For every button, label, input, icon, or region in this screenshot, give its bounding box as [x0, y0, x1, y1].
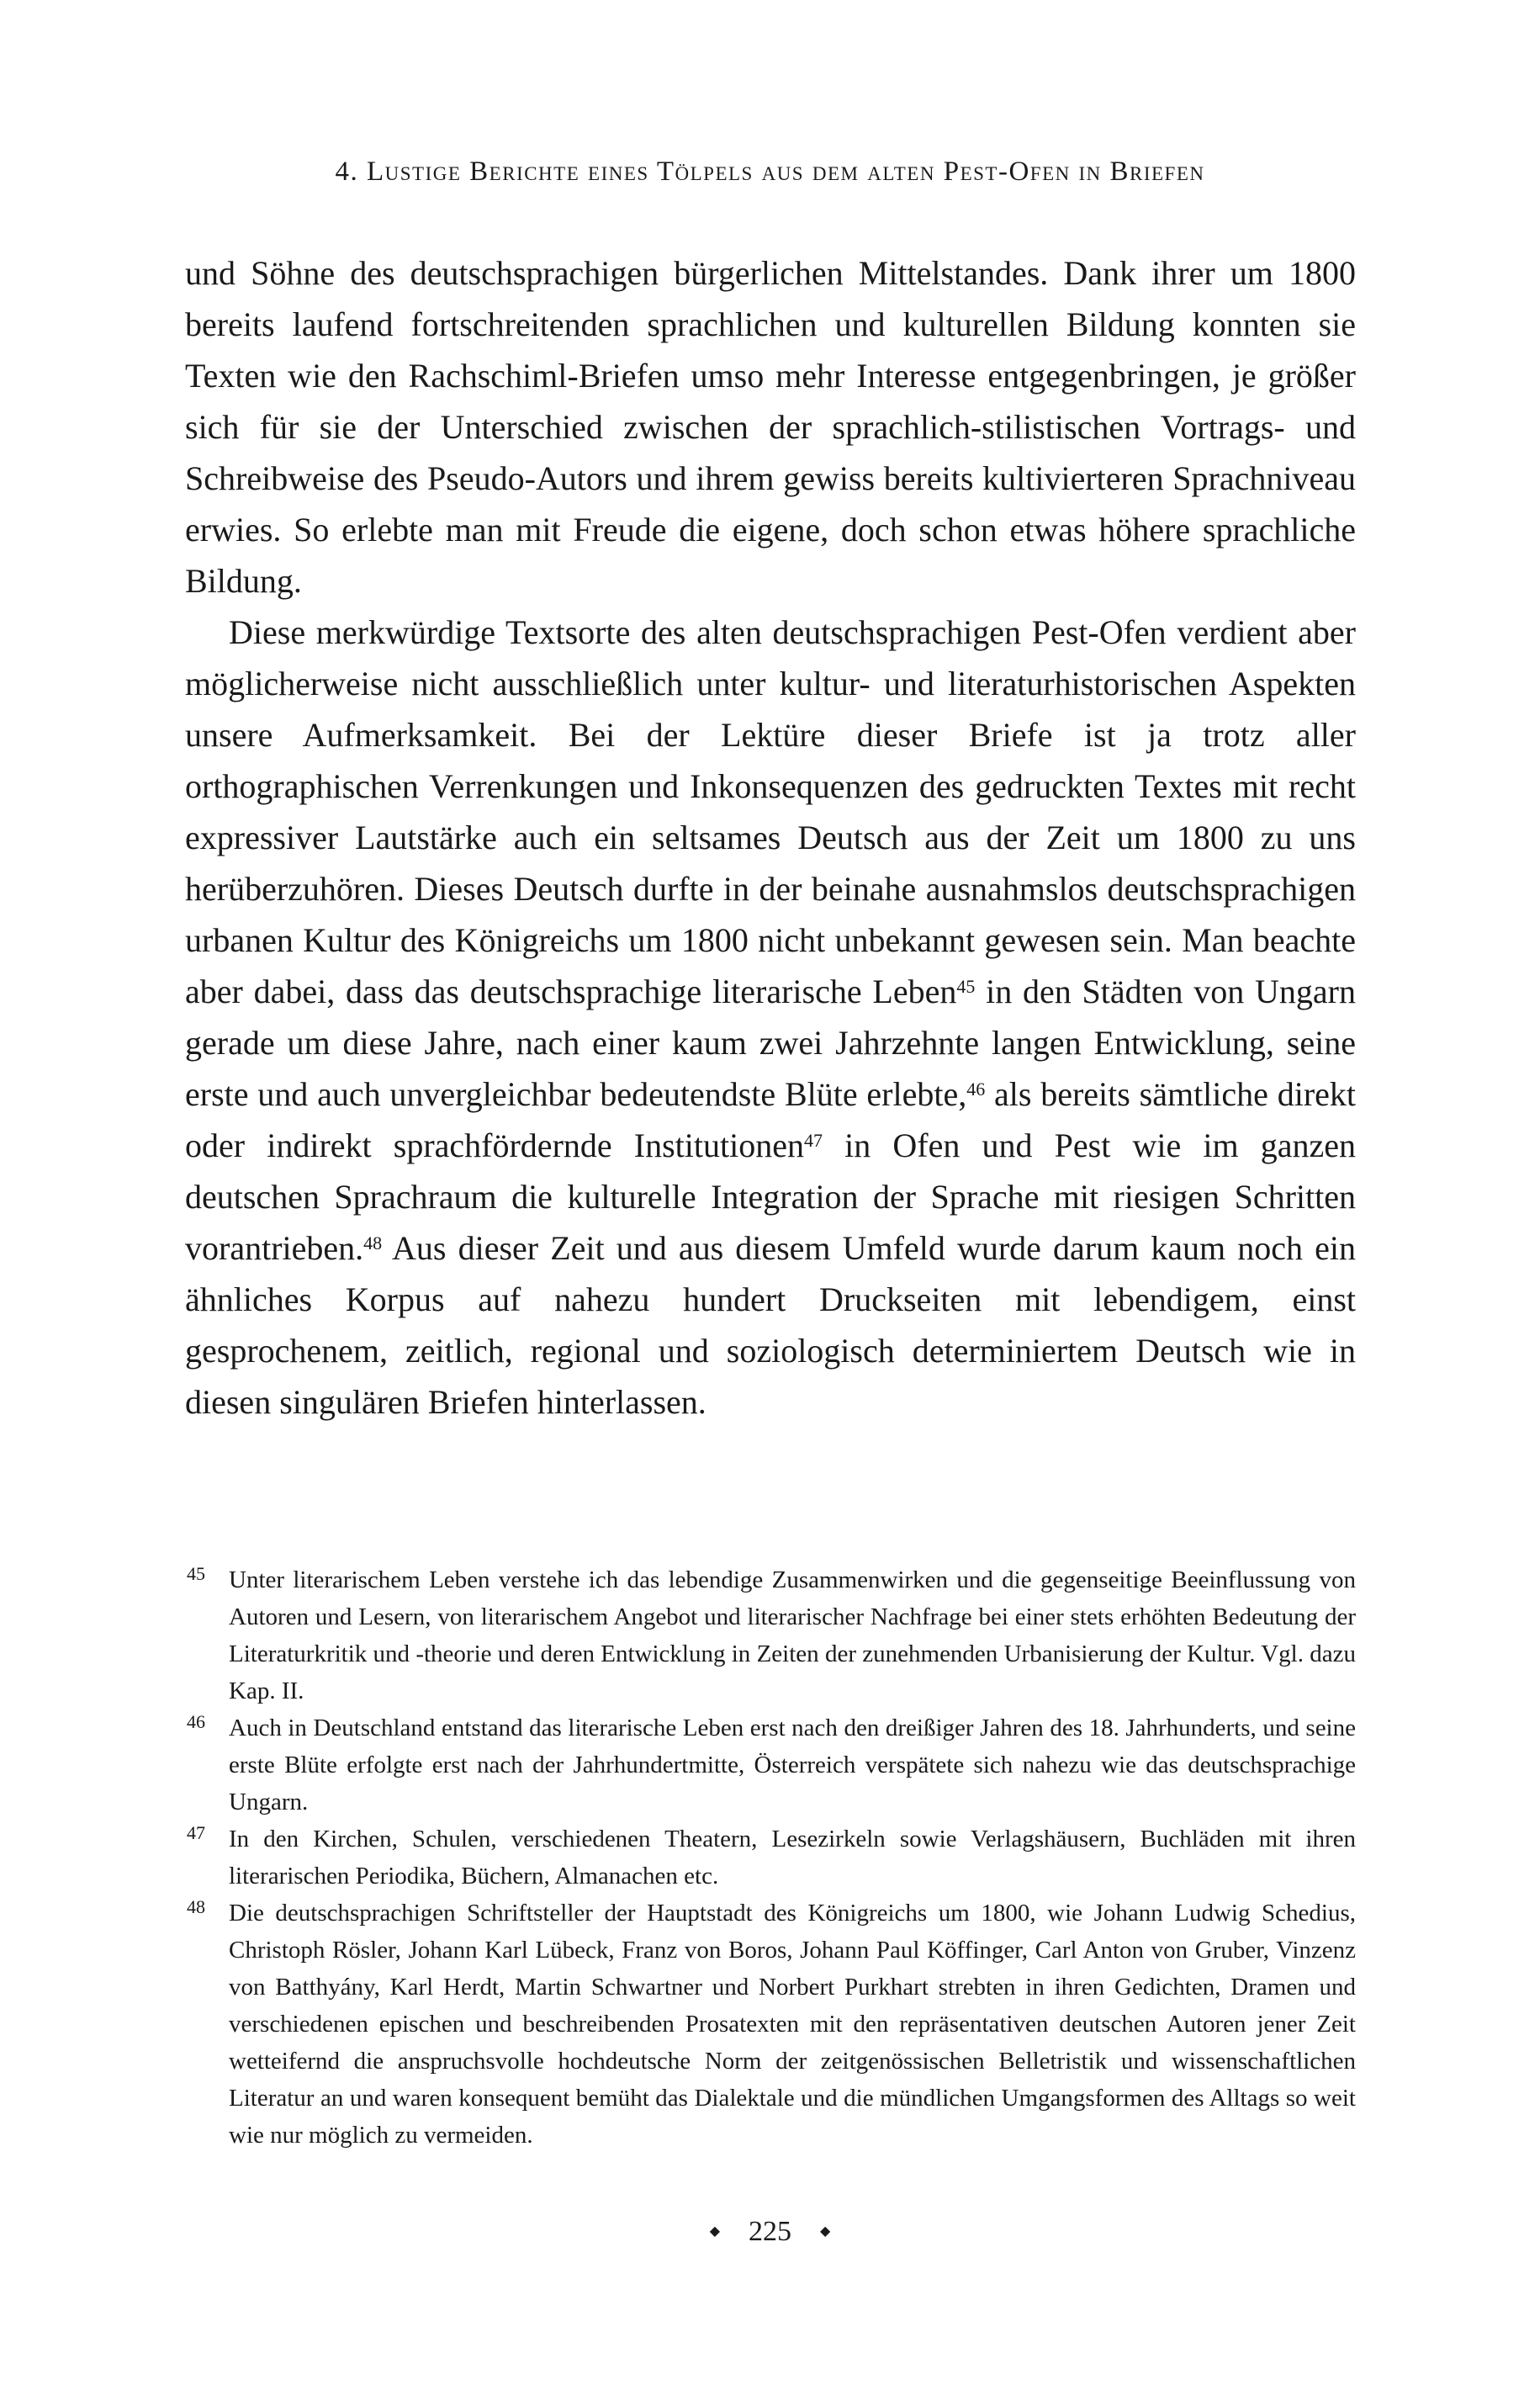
footnote-reference: 47: [804, 1129, 823, 1151]
footnote-item: [185, 1709, 1356, 1821]
footnote-number: 45: [187, 1563, 205, 1584]
footnote-item: [185, 1821, 1356, 1895]
paragraph: und Söhne des deutschsprachigen bürgerlichen Mittelstandes. Dank ihrer um 1800 bereits laufend fortschreitenden sprachlichen und kulturellen Bildung konnten sie Texten wie den Rachschiml-Briefen umso mehr Interesse entgegenbringen, je größer sich für sie der Unterschied zwischen der sprachlich-stilistischen Vortrags- und Schreibweise des Pseudo-Autors und ihrem gewiss bereits kultivierteren Sprachniveau erwies. So erlebte man mit Freude die eigene, doch schon etwas höhere sprachliche Bildung.: [185, 254, 1356, 600]
footnote-reference: 45: [956, 975, 976, 997]
footnote-text: In den Kirchen, Schulen, verschiedenen Theatern, Lesezirkeln sowie Verlagshäusern, Buchläden mit ihren literarischen Periodika, Büchern, Almanachen etc.: [229, 1826, 1356, 1889]
footnote-number: 48: [187, 1896, 205, 1917]
page-number: [0, 2218, 1540, 2246]
page-number-value: 225: [749, 2216, 791, 2247]
footnote-item: [185, 1561, 1356, 1709]
chapter-running-header: 4. Lustige Berichte eines Tölpels aus dem alten Pest-Ofen in Briefen: [335, 156, 1205, 187]
footnote-reference: 48: [363, 1232, 383, 1253]
footnote-number: 47: [187, 1822, 205, 1843]
paragraph: Diese merkwürdige Textsorte des alten deutschsprachigen Pest-Ofen verdient aber möglicherweise nicht ausschließlich unter kultur- und literaturhistorischen Aspekten unsere Aufmerksamkeit. Bei der Lektüre dieser Briefe ist ja trotz aller orthographischen Verrenkungen und Inkonsequenzen des gedruckten Textes mit recht expressiver Lautstärke auch ein seltsames Deutsch aus der Zeit um 1800 zu uns herüberzuhören. Dieses Deutsch durfte in der beinahe ausnahmslos deutschsprachigen urbanen Kultur des Königreichs um 1800 nicht unbekannt gewesen sein. Man beachte aber dabei, dass das deutschsprachige literarische Leben$^{45}$ in den Städten von Ungarn gerade um diese Jahre, nach einer kaum zwei Jahrzehnte langen Entwicklung, seine erste und auch unvergleichbar bedeutendste Blüte erlebte,$^{46}$ als bereits sämtliche direkt oder indirekt sprachfördernde Institutionen$^{47}$ in Ofen und Pest wie im ganzen deutschen Sprachraum die kulturelle Integration der Sprache mit riesigen Schritten vorantrieben.$^{48}$ Aus dieser Zeit und aus diesem Umfeld wurde darum kaum noch ein ähnliches Korpus auf nahezu hundert Druckseiten mit lebendigem, einst gesprochenem, zeitlich, regional und soziologisch determiniertem Deutsch wie in diesen singulären Briefen hinterlassen.: [185, 613, 1357, 1421]
footnote-number: 46: [187, 1711, 205, 1732]
footnotes-list: [185, 1561, 1356, 2154]
body-text: [185, 247, 1356, 1428]
diamond-ornament-left: ◆: [709, 2224, 720, 2239]
footnote-reference: 46: [966, 1078, 986, 1100]
footnote-text: Auch in Deutschland entstand das literarische Leben erst nach den dreißiger Jahren des 18. Jahrhunderts, und seine erste Blüte erfolgte erst nach der Jahrhundertmitte, Österreich verspätete sich nahezu wie das deutschsprachige Ungarn.: [229, 1715, 1356, 1815]
footnote-item: [185, 1895, 1356, 2154]
footnote-text: Die deutschsprachigen Schriftsteller der Hauptstadt des Königreichs um 1800, wie Johann Ludwig Schedius, Christoph Rösler, Johann Karl Lübeck, Franz von Boros, Johann Paul Köffinger, Carl Anton von Gruber, Vinzenz von Batthyány, Karl Herdt, Martin Schwartner und Norbert Purkhart strebten in ihren Gedichten, Dramen und verschiedenen epischen und beschreibenden Prosatexten mit den repräsentativen deutschen Autoren jener Zeit wetteifernd die anspruchsvolle hochdeutsche Norm der zeitgenössischen Belletristik und wissenschaftlichen Literatur an und waren konsequent bemüht das Dialektale und die mündlichen Umgangsformen des Alltags so weit wie nur möglich zu vermeiden.: [229, 1900, 1356, 2149]
footnote-text: Unter literarischem Leben verstehe ich das lebendige Zusammenwirken und die gegenseitige Beeinflussung von Autoren und Lesern, von literarischem Angebot und literarischer Nachfrage bei einer stets erhöhten Bedeutung der Literaturkritik und -theorie und deren Entwicklung in Zeiten der zunehmenden Urbanisierung der Kultur. Vgl. dazu Kap. II.: [229, 1566, 1356, 1704]
diamond-ornament-right: ◆: [820, 2224, 831, 2239]
